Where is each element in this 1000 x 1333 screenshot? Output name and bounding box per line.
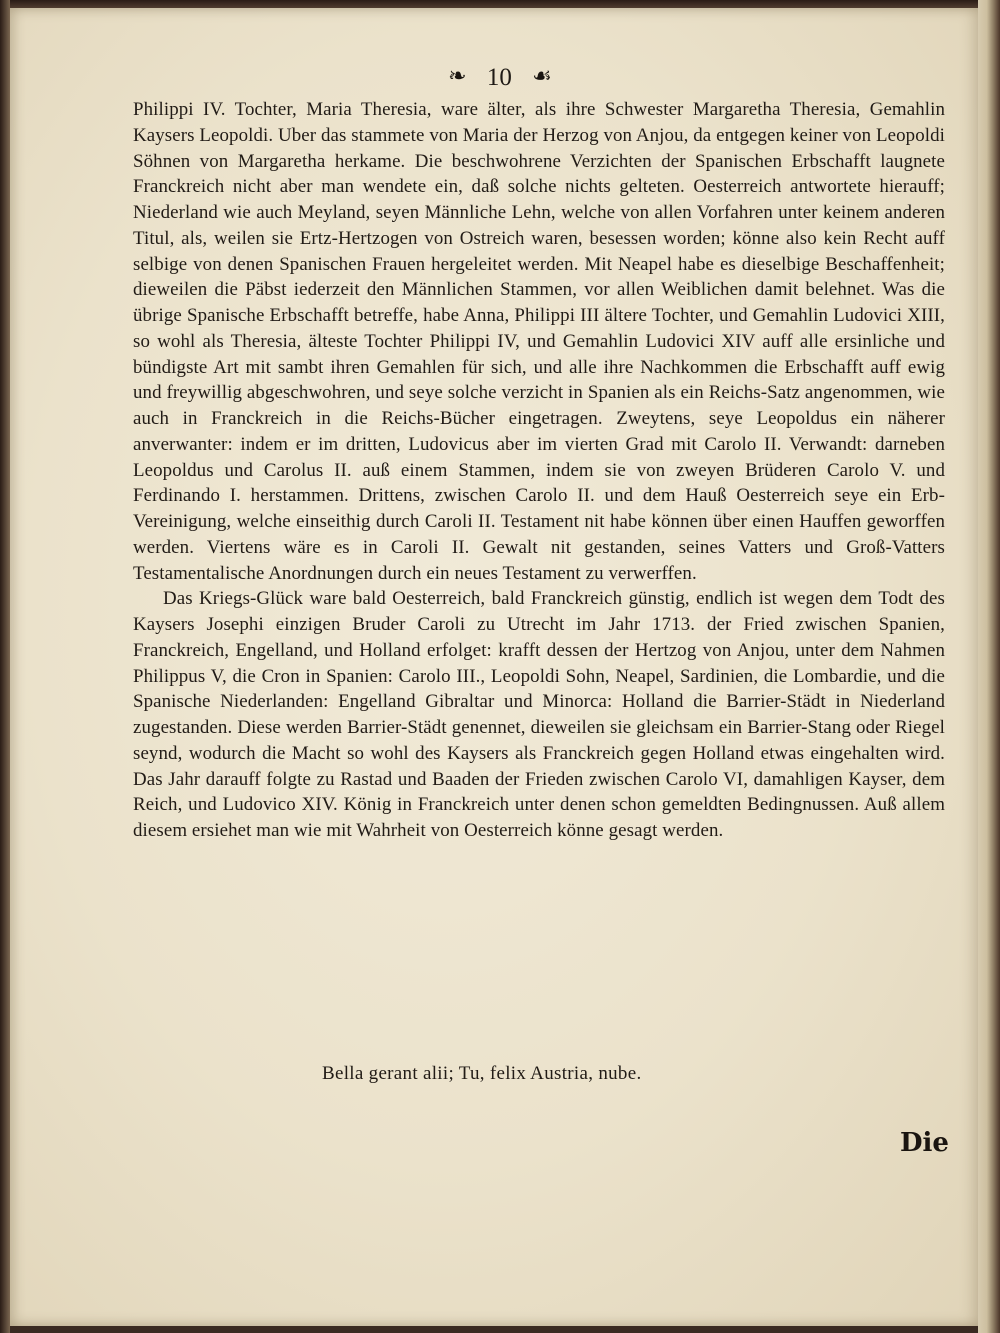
- ornament-right-icon: ☙: [532, 64, 552, 89]
- page-number: 10: [486, 64, 512, 91]
- book-edge-left: [0, 0, 10, 1333]
- body-text: [133, 97, 945, 844]
- paragraph-2: Das Kriegs-Glück ware bald Oesterreich, bald Franckreich günstig, endlich ist wegen dem Todt des Kaysers Josephi einzigen Bruder Caroli zu Utrecht im Jahr 1713. der Fried zwischen Spanien, Franckreich, Engelland, und Holland erfolget: krafft dessen der Hertzog von Anjou, unter dem Nahmen Philippus V, die Cron in Spanien: Carolo III., Leopoldi Sohn, Neapel, Sardinien, die Lombardie, und die Spanische Niederlanden: Engelland Gibraltar und Minorca: Holland die Barrier-Städt in Niederland zugestanden. Diese werden Barrier-Städt genennet, dieweilen sie gleichsam ein Barrier-Stang oder Riegel seynd, wodurch die Macht so wohl des Kaysers als Franckreich gegen Holland etwas eingehalten wird. Das Jahr darauff folgte zu Rastad und Baaden der Frieden zwischen Carolo VI, damahligen Kayser, dem Reich, und Ludovico XIV. König in Franckreich unter denen schon gemeldten Bedingnussen. Auß allem diesem ersiehet man wie mit Wahrheit von Oesterreich könne gesagt werden.: [133, 588, 945, 841]
- catchword: Die: [900, 1128, 949, 1158]
- paragraph-1: Philippi IV. Tochter, Maria Theresia, ware älter, als ihre Schwester Margaretha Theresia, Gemahlin Kaysers Leopoldi. Uber das stammete von Maria der Herzog von Anjou, da entgegen keiner von Leopoldi Söhnen von Margaretha herkame. Die beschwohrene Verzichten der Spanischen Erbschafft laugnete Franckreich nicht aber man wendete ein, daß solche nichts gelteten. Oesterreich antwortete hierauff; Niederland wie auch Meyland, seyen Männliche Lehn, welche von allen Vorfahren unter keinem anderen Titul, als, weilen sie Ertz-Hertzogen von Ostreich waren, besessen worden; könne also kein Recht auff selbige von denen Spanischen Frauen hergeleitet werden. Mit Neapel habe es dieselbige Beschaffenheit; dieweilen die Päbst iederzeit den Männlichen Stammen, vor allen Weiblichen damit belehnet. Was die übrige Spanische Erbschafft betreffe, habe Anna, Philippi III ältere Tochter, und Gemahlin Ludovici XIII, so wohl als Theresia, älteste Tochter Philippi IV, und Gemahlin Ludovici XIV auff alle ersinliche und bündigste Art mit sambt ihren Gemahlen für sich, und alle ihre Nachkommen die Erbschafft auff ewig und freywillig abgeschwohren, und seye solche verzicht in Spanien als ein Reichs-Satz angenommen, wie auch in Franckreich in die Reichs-Bücher eingetragen. Zweytens, seye Leopoldus ein näherer anverwanter: indem er im dritten, Ludovicus aber im vierten Grad mit Carolo II. Verwandt: darneben Leopoldus und Carolus II. auß einem Stammen, indem sie von zweyen Brüderen Carolo V. und Ferdinando I. herstammen. Drittens, zwischen Carolo II. und dem Hauß Oesterreich seye ein Erb-Vereinigung, welche einseithig durch Caroli II. Testament nit habe können über einen Hauffen geworffen werden. Viertens wäre es in Caroli II. Gewalt nit gestanden, seines Vatters und Groß-Vatters Testamentalische Anordnungen durch ein neues Testament zu verwerffen.: [133, 99, 945, 584]
- book-edge-right: [978, 0, 1000, 1333]
- ornament-left-icon: ❧: [448, 64, 467, 89]
- page-header: [0, 62, 1000, 92]
- motto: Bella gerant alii; Tu, felix Austria, nube.: [322, 1063, 642, 1084]
